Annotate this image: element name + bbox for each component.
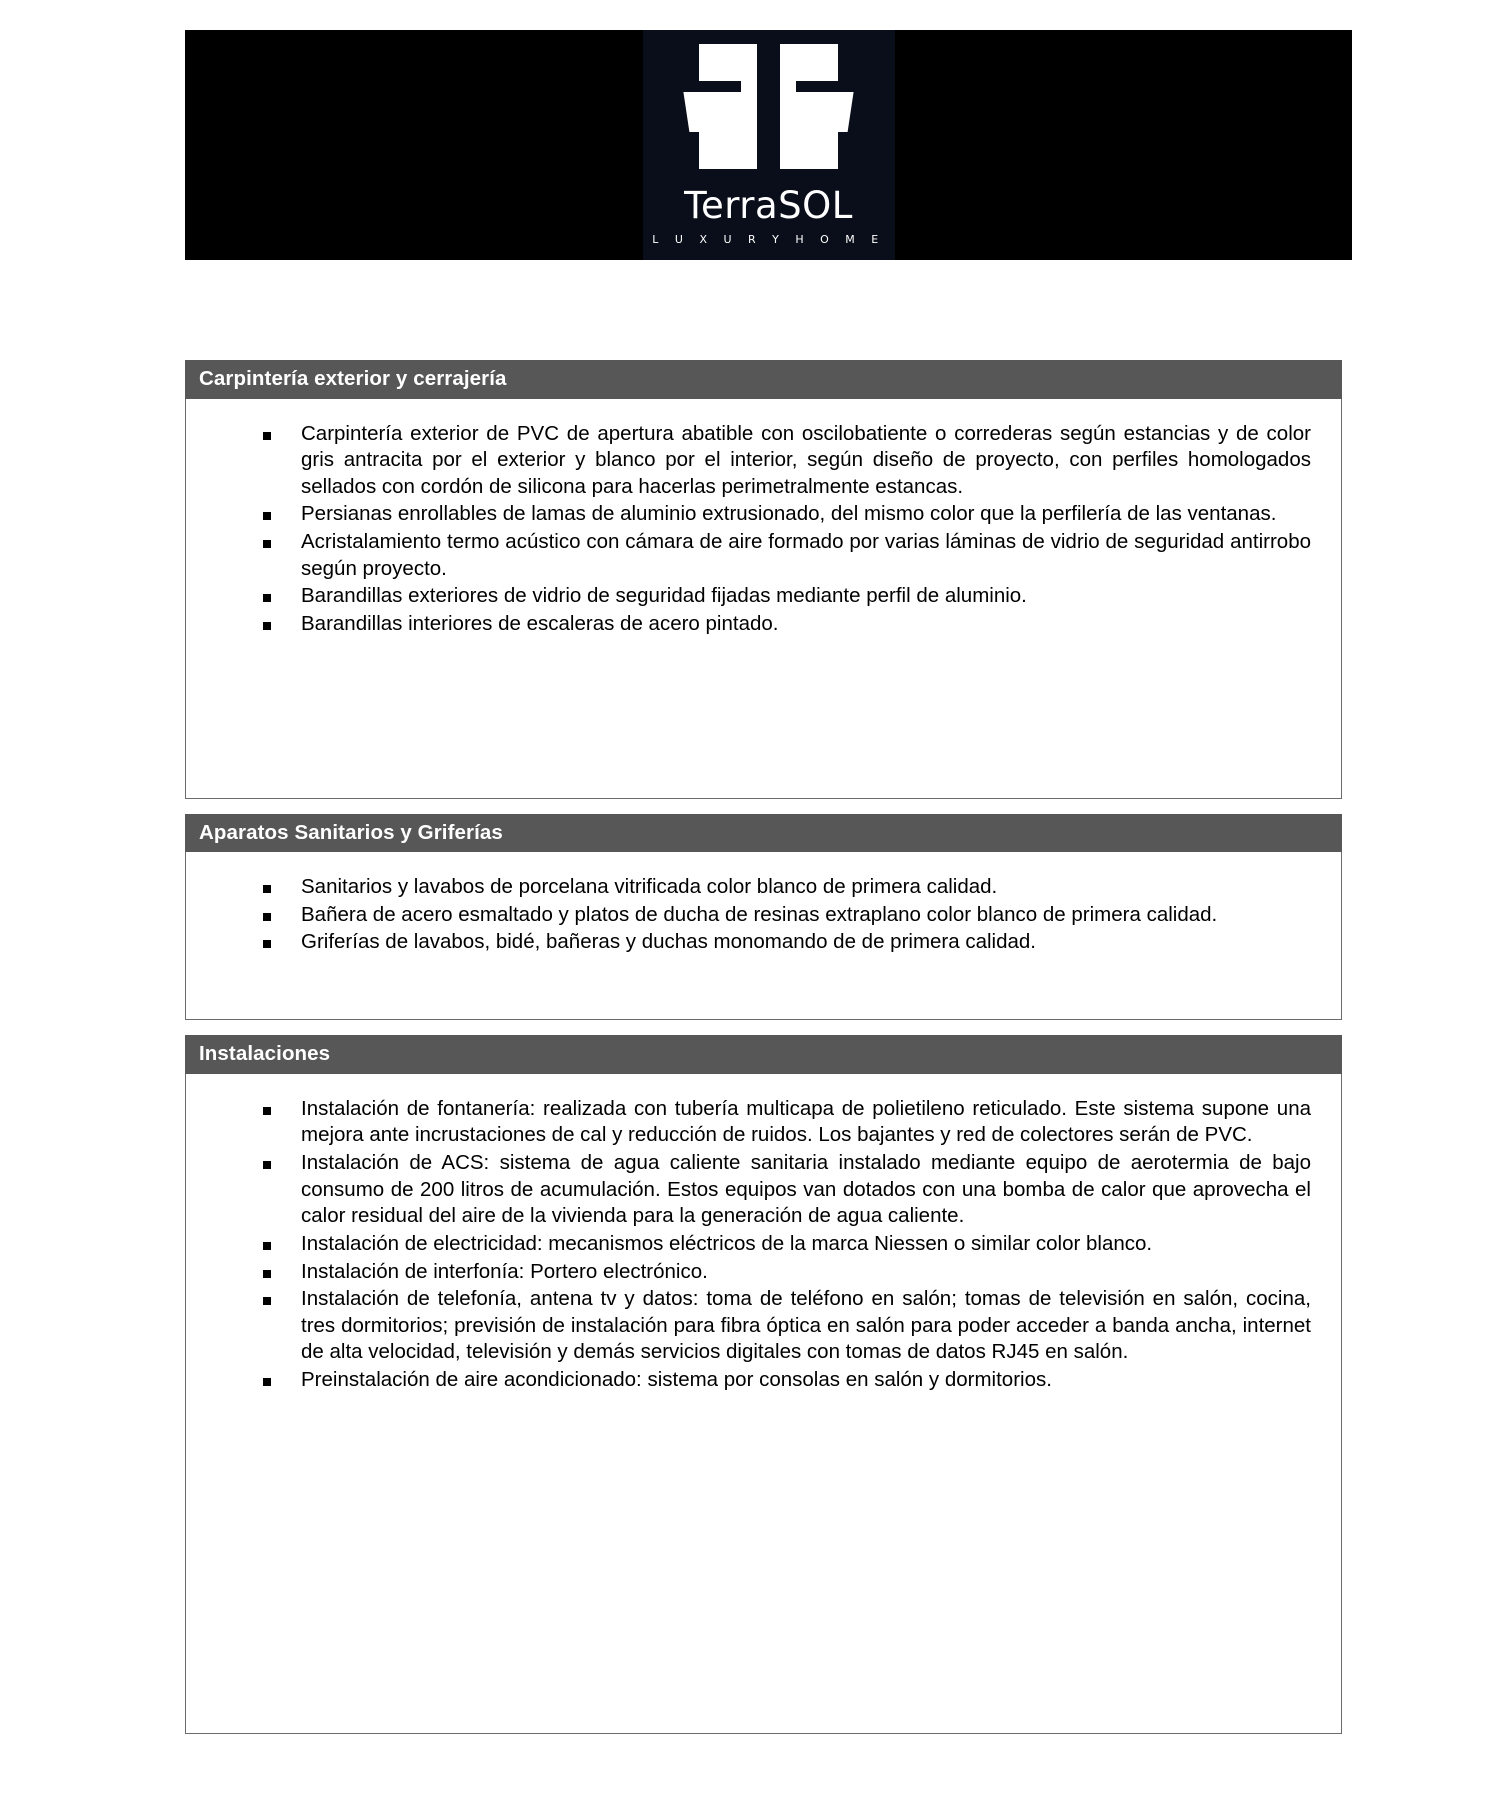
list-item: Barandillas exteriores de vidrio de seguridad fijadas mediante perfil de aluminio. <box>258 583 1311 610</box>
list-item: Instalación de ACS: sistema de agua caliente sanitaria instalado mediante equipo de aerotermia de bajo consumo de 200 litros de acumulación. Estos equipos van dotados con una bomba de calor que aprovecha el calor residual del aire de la vivienda para la generación de agua caliente. <box>258 1150 1311 1230</box>
list-item: Acristalamiento termo acústico con cámara de aire formado por varias láminas de vidrio de seguridad antirrobo según proyecto. <box>258 529 1311 582</box>
section-carpinteria-exterior <box>185 360 1342 799</box>
list-item: Instalación de telefonía, antena tv y datos: toma de teléfono en salón; tomas de televisión en salón, cocina, tres dormitorios; previsión de instalación para fibra óptica en salón para poder acceder a banda ancha, internet de alta velocidad, televisión y demás servicios digitales con tomas de datos RJ45 en salón. <box>258 1286 1311 1366</box>
list-item: Sanitarios y lavabos de porcelana vitrificada color blanco de primera calidad. <box>258 874 1311 901</box>
brand-wordmark: TerraSOL <box>684 184 853 227</box>
brand-tagline: L U X U R Y H O M E <box>652 233 885 246</box>
terrasol-monogram-icon <box>681 44 856 169</box>
monogram-bottom-right-bar <box>780 132 838 169</box>
list-item: Persianas enrollables de lamas de aluminio extrusionado, del mismo color que la perfilería de las ventanas. <box>258 501 1311 528</box>
section-content <box>185 1074 1342 1734</box>
section-content <box>185 852 1342 1020</box>
section-gap <box>185 799 1342 814</box>
section-gap <box>185 1020 1342 1035</box>
list-item: Barandillas interiores de escaleras de acero pintado. <box>258 611 1311 638</box>
bullet-list <box>186 852 1341 956</box>
section-title: Aparatos Sanitarios y Griferías <box>185 814 1342 853</box>
list-item: Preinstalación de aire acondicionado: sistema por consolas en salón y dormitorios. <box>258 1367 1311 1394</box>
specification-document <box>185 360 1342 1734</box>
header-banner <box>185 30 1352 260</box>
section-instalaciones <box>185 1035 1342 1734</box>
section-content <box>185 399 1342 799</box>
list-item: Bañera de acero esmaltado y platos de ducha de resinas extraplano color blanco de primera calidad. <box>258 902 1311 929</box>
bullet-list <box>186 399 1341 638</box>
brand-logo <box>643 30 895 260</box>
list-item: Instalación de electricidad: mecanismos eléctricos de la marca Niessen o similar color blanco. <box>258 1231 1311 1258</box>
list-item: Griferías de lavabos, bidé, bañeras y duchas monomando de de primera calidad. <box>258 929 1311 956</box>
list-item: Instalación de interfonía: Portero electrónico. <box>258 1259 1311 1286</box>
section-title: Instalaciones <box>185 1035 1342 1074</box>
list-item: Carpintería exterior de PVC de apertura abatible con oscilobatiente o correderas según estancias y de color gris antracita por el exterior y blanco por el interior, según diseño de proyecto, con perfiles homologados sellados con cordón de silicona para hacerlas perimetralmente estancas. <box>258 421 1311 501</box>
bullet-list <box>186 1074 1341 1394</box>
monogram-middle-left-shape <box>681 92 741 132</box>
monogram-middle-right-shape <box>796 92 856 132</box>
section-aparatos-sanitarios <box>185 814 1342 1021</box>
monogram-bottom-left-bar <box>699 132 757 169</box>
list-item: Instalación de fontanería: realizada con tubería multicapa de polietileno reticulado. Este sistema supone una mejora ante incrustaciones de cal y reducción de ruidos. Los bajantes y red de colectores serán de PVC. <box>258 1096 1311 1149</box>
section-title: Carpintería exterior y cerrajería <box>185 360 1342 399</box>
